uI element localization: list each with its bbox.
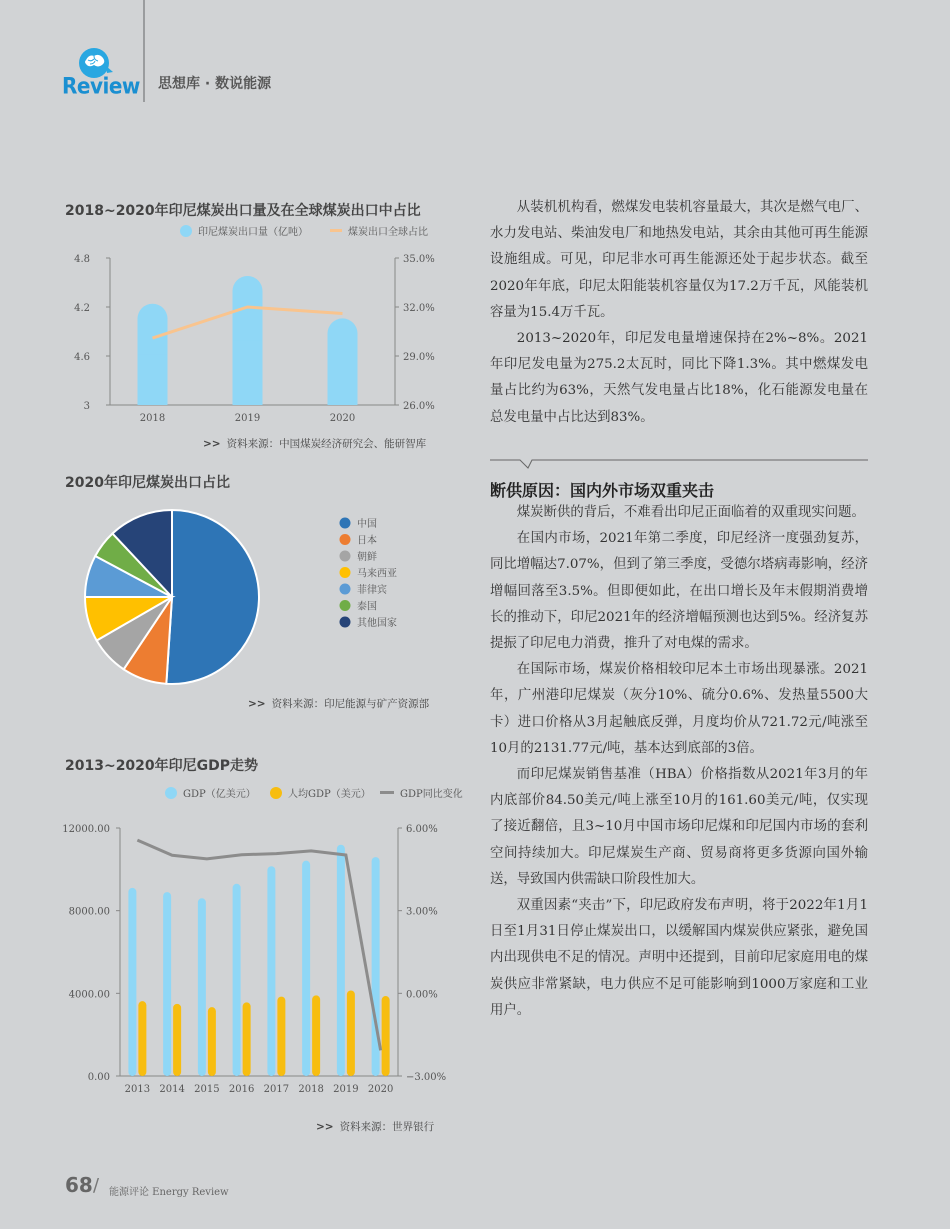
legend-line-swatch <box>330 229 342 232</box>
legend-swatch <box>340 518 351 529</box>
y2-tick-label: 6.00% <box>406 824 438 835</box>
bar-base <box>233 340 263 405</box>
chart3-legend-change <box>380 785 463 800</box>
article-paragraph: 双重因素“夹击”下，印尼政府发布声明，将于2022年1月1日至1月31日停止煤炭出口，以缓解国内煤炭供应紧张，避免国内出现供电不足的情况。声明中还提到，目前印尼家庭用电的煤炭供应非常紧缺，电力供应不足可能影响到1000万家庭和工业用户。 <box>490 898 868 1018</box>
chart3-source <box>316 1119 434 1134</box>
gdp-bar <box>302 861 310 1076</box>
chart3-source-text: 资料来源：世界银行 <box>339 1121 435 1133</box>
legend-swatch <box>340 600 351 611</box>
legend-swatch <box>340 567 351 578</box>
x-tick-label: 2020 <box>367 1084 394 1095</box>
gdp-per-capita-bar <box>312 995 320 1076</box>
x-tick-label: 2020 <box>329 413 356 424</box>
chart1-source <box>203 436 426 451</box>
legend-swatch <box>340 534 351 545</box>
chart2-plot <box>80 505 440 690</box>
chart2-title: 2020年印尼煤炭出口占比 <box>65 475 230 491</box>
article-paragraph: 而印尼煤炭销售基准（HBA）价格指数从2021年3月的年内底部价84.50美元/吨上涨至10月的161.60美元/吨，仅实现了接近翻倍，且3~10月中国市场印尼煤和印尼国内市场的套利空间持续加大。印尼煤炭生产商、贸易商将更多货源向国外输送，导致国内供需缺口阶段性加大。 <box>490 767 868 887</box>
gdp-per-capita-bar <box>347 990 355 1076</box>
article-part1 <box>490 195 868 431</box>
footer-slash: / <box>93 1175 100 1196</box>
article-part2 <box>490 500 868 1024</box>
legend-label: 其他国家 <box>357 618 397 629</box>
article-paragraph: 煤炭断供的背后，不难看出印尼正面临着的双重现实问题。 <box>516 505 865 520</box>
chart1-plot <box>60 248 450 438</box>
bar-base <box>328 362 358 405</box>
legend-bar-swatch <box>180 225 192 237</box>
chart3-legend-change-label: GDP同比变化 <box>400 789 463 800</box>
y-tick-label: 12000.00 <box>62 824 110 835</box>
y2-tick-label: 26.0% <box>403 401 435 412</box>
x-tick-label: 2018 <box>139 413 166 424</box>
y2-tick-label: 0.00% <box>406 989 438 1001</box>
article-paragraph: 在国际市场，煤炭价格相较印尼本土市场出现暴涨。2021年，广州港印尼煤炭（灰分10%、硫分0.6%、发热量5500大卡）进口价格从3月起触底反弹，月度均价从721.72元/吨涨至10月的2131.77元/吨，基本达到底部的3倍。 <box>490 662 868 756</box>
chart3-source-arrow: >> <box>316 1121 334 1133</box>
legend-label: 马来西亚 <box>357 568 397 580</box>
logo-text: Review <box>62 72 140 100</box>
legend-label: 中国 <box>357 519 377 530</box>
legend-change-swatch <box>380 791 394 794</box>
chart3-legend-pc <box>270 785 371 800</box>
y2-tick-label: −3.00% <box>406 1072 447 1083</box>
x-tick-label: 2017 <box>263 1084 290 1095</box>
y2-tick-label: 29.0% <box>403 352 435 363</box>
x-tick-label: 2015 <box>194 1084 220 1095</box>
gdp-bar <box>233 884 241 1076</box>
legend-label: 朝鲜 <box>357 552 377 563</box>
header-divider <box>143 0 145 102</box>
y2-tick-label: 32.0% <box>403 303 435 314</box>
section-label: 思想库 · 数说能源 <box>158 76 272 92</box>
gdp-per-capita-bar <box>208 1007 216 1076</box>
chart2-source <box>248 696 429 711</box>
legend-gdp-swatch <box>165 787 177 799</box>
gdp-per-capita-bar <box>138 1001 146 1076</box>
chart2-source-arrow: >> <box>248 698 266 710</box>
legend-swatch <box>340 617 351 628</box>
x-tick-label: 2013 <box>124 1084 151 1095</box>
legend-label: 菲律宾 <box>357 585 387 596</box>
bar-base <box>138 354 168 405</box>
heading-divider <box>490 458 868 470</box>
legend-swatch <box>340 584 351 595</box>
chart3-plot <box>60 818 455 1098</box>
x-tick-label: 2018 <box>298 1084 324 1095</box>
y-tick-label: 3 <box>83 401 90 412</box>
gdp-bar <box>267 866 275 1076</box>
chart1-title: 2018~2020年印尼煤炭出口量及在全球煤炭出口中占比 <box>65 203 421 219</box>
publication-name: 能源评论 Energy Review <box>109 1187 229 1198</box>
chart1-legend-bar <box>180 223 308 238</box>
y-tick-label: 8000.00 <box>68 906 110 918</box>
y-tick-label: 4.2 <box>74 303 90 314</box>
gdp-per-capita-bar <box>243 1002 251 1076</box>
gdp-per-capita-bar <box>173 1004 181 1076</box>
legend-pc-swatch <box>270 787 282 799</box>
x-tick-label: 2019 <box>333 1084 359 1095</box>
x-tick-label: 2014 <box>159 1084 185 1095</box>
article-paragraph: 从装机机构看，燃煤发电装机容量最大，其次是燃气电厂、水力发电站、柴油发电厂和地热发电站，其余由其他可再生能源设施组成。可见，印尼非水可再生能源还处于起步状态。截至2020年年底，印尼太阳能装机容量仅为17.2万千瓦，风能装机容量为15.4万千瓦。 <box>490 200 868 320</box>
review-logo <box>62 46 140 100</box>
chart1-legend-line <box>330 223 428 238</box>
chart3-title: 2013~2020年印尼GDP走势 <box>65 758 259 774</box>
legend-swatch <box>340 551 351 562</box>
page-number: 68 <box>65 1173 93 1197</box>
chart3-legend-pc-label: 人均GDP（美元） <box>288 789 371 800</box>
y-tick-label: 0.00 <box>87 1072 110 1083</box>
y-tick-label: 4.6 <box>74 352 90 363</box>
x-tick-label: 2016 <box>228 1084 255 1095</box>
gdp-bar <box>198 898 206 1076</box>
chart3-legend-gdp-label: GDP（亿美元） <box>183 789 256 800</box>
chart1-legend-bar-label: 印尼煤炭出口量（亿吨） <box>198 227 308 238</box>
gdp-per-capita-bar <box>277 997 285 1076</box>
chart1-source-arrow: >> <box>203 438 221 450</box>
chart3-legend-gdp <box>165 785 256 800</box>
chart1-legend-line-label: 煤炭出口全球占比 <box>348 227 428 238</box>
chart2-source-text: 资料来源：印尼能源与矿产资源部 <box>271 698 430 710</box>
legend-label: 泰国 <box>357 601 377 613</box>
y2-tick-label: 35.0% <box>403 254 435 265</box>
gdp-bar <box>128 888 136 1076</box>
y-tick-label: 4000.00 <box>68 989 110 1001</box>
pie-slice <box>166 510 259 684</box>
gdp-bar <box>163 892 171 1076</box>
gdp-per-capita-bar <box>382 996 390 1076</box>
x-tick-label: 2019 <box>234 413 261 424</box>
article-paragraph: 在国内市场，2021年第二季度，印尼经济一度强劲复苏，同比增幅达7.07%，但到了第三季度，受德尔塔病毒影响，经济增幅回落至3.5%。但即便如此，在出口增长及年末假期消费增长的推动下，印尼2021年的经济增幅预测也达到5%。经济复苏提振了印尼电力消费，推升了对电煤的需求。 <box>490 531 868 652</box>
gdp-bar <box>337 845 345 1076</box>
y2-tick-label: 3.00% <box>406 906 438 918</box>
section-heading: 断供原因：国内外市场双重夹击 <box>490 481 715 500</box>
article-paragraph: 2013~2020年，印尼发电量增速保持在2%~8%。2021年印尼发电量为275.2太瓦时，同比下降1.3%。其中燃煤发电量占比约为63%，天然气发电量占比18%，化石能源发电量在总发电量中占比达到83%。 <box>490 331 868 425</box>
y-tick-label: 4.8 <box>74 254 90 265</box>
legend-label: 日本 <box>357 535 377 547</box>
chart1-source-text: 资料来源：中国煤炭经济研究会、能研智库 <box>226 438 427 450</box>
